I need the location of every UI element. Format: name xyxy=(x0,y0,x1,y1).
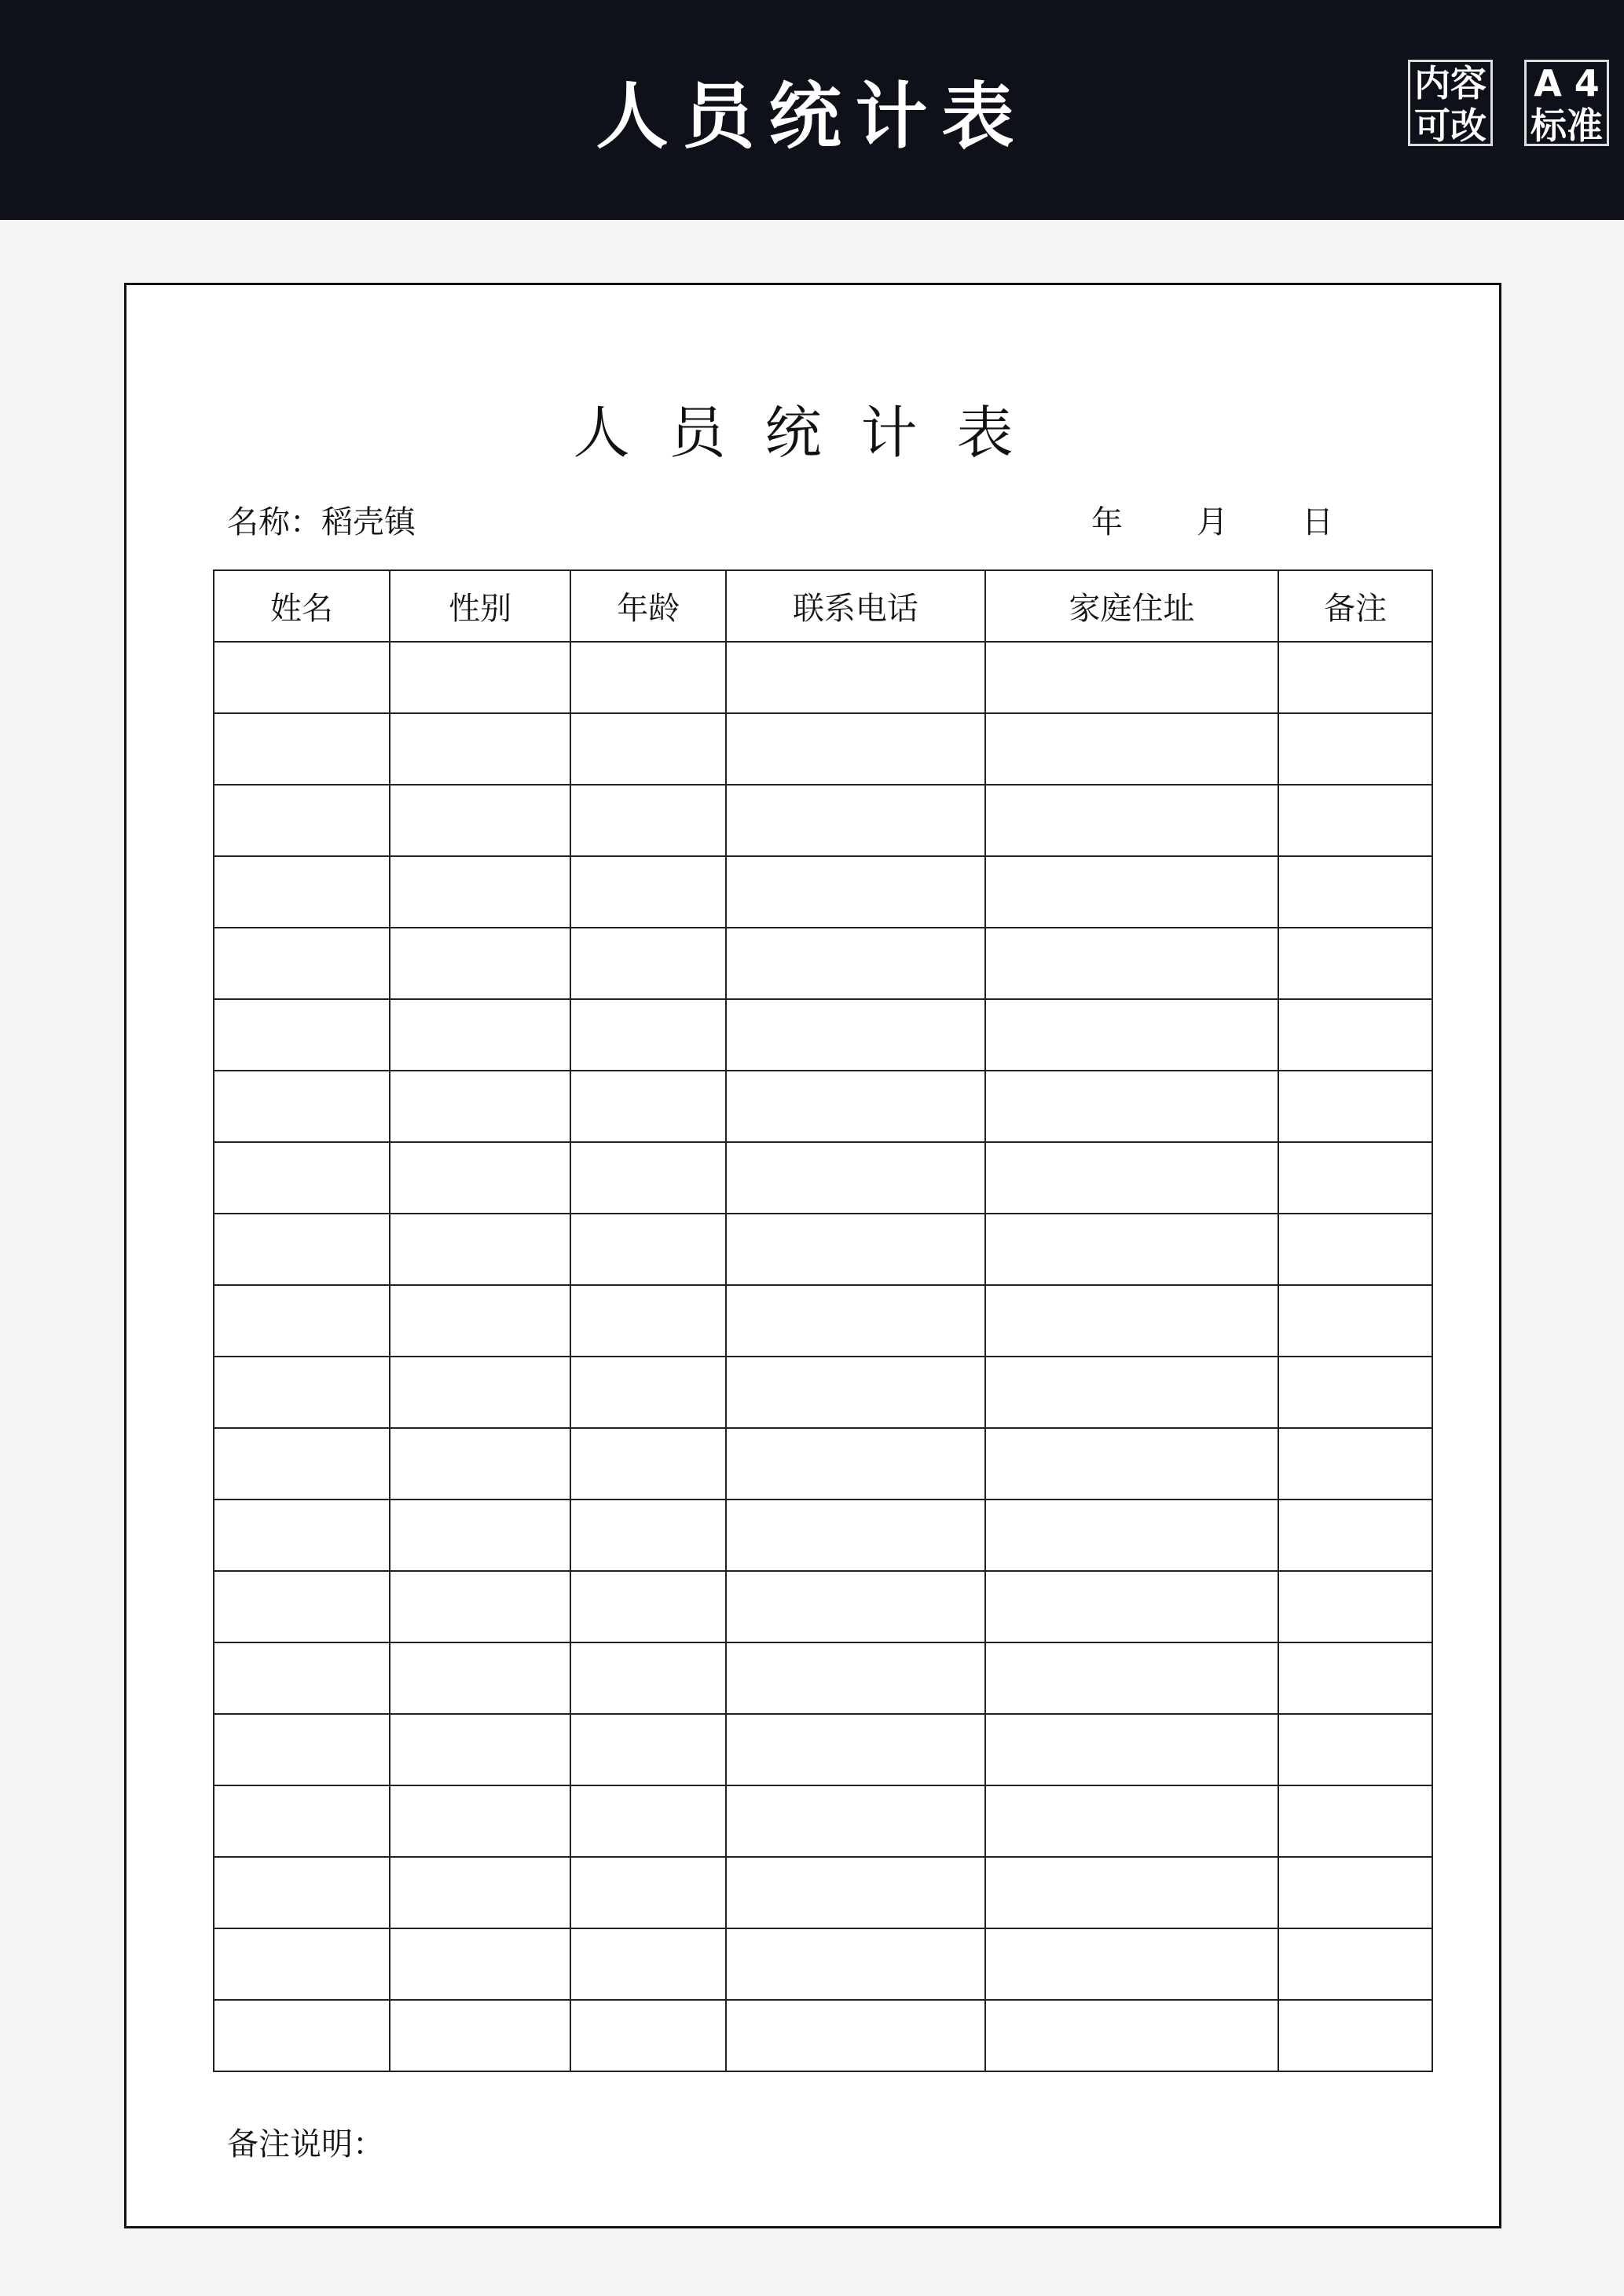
table-cell[interactable] xyxy=(1278,1071,1432,1142)
table-cell[interactable] xyxy=(985,1071,1278,1142)
table-cell[interactable] xyxy=(390,2000,571,2071)
table-cell[interactable] xyxy=(985,999,1278,1071)
table-cell[interactable] xyxy=(985,713,1278,785)
table-cell[interactable] xyxy=(214,1357,390,1428)
table-cell[interactable] xyxy=(570,2000,726,2071)
table-cell[interactable] xyxy=(726,999,985,1071)
table-cell[interactable] xyxy=(726,1714,985,1785)
table-cell[interactable] xyxy=(570,1714,726,1785)
table-row xyxy=(214,1428,1432,1500)
table-cell[interactable] xyxy=(214,856,390,928)
table-cell[interactable] xyxy=(390,1785,571,1857)
table-row xyxy=(214,1571,1432,1642)
column-header: 家庭住址 xyxy=(985,570,1278,642)
column-header: 备注 xyxy=(1278,570,1432,642)
table-row xyxy=(214,1285,1432,1357)
badge-line: 可改 xyxy=(1414,104,1487,147)
table-row xyxy=(214,1500,1432,1571)
a4-badge xyxy=(1524,60,1609,146)
table-cell[interactable] xyxy=(214,1142,390,1214)
table-cell[interactable] xyxy=(570,642,726,713)
table-cell[interactable] xyxy=(1278,1785,1432,1857)
table-cell[interactable] xyxy=(726,785,985,856)
table-cell[interactable] xyxy=(1278,856,1432,928)
table-cell[interactable] xyxy=(985,1285,1278,1357)
table-cell[interactable] xyxy=(390,1714,571,1785)
table-row xyxy=(214,1928,1432,2000)
table-cell[interactable] xyxy=(985,1642,1278,1714)
table-cell[interactable] xyxy=(214,1642,390,1714)
column-header: 性别 xyxy=(390,570,571,642)
table-cell[interactable] xyxy=(1278,2000,1432,2071)
table-cell[interactable] xyxy=(214,785,390,856)
column-header: 姓名 xyxy=(214,570,390,642)
table-row xyxy=(214,1357,1432,1428)
table-cell[interactable] xyxy=(1278,1714,1432,1785)
table-row xyxy=(214,999,1432,1071)
table-cell[interactable] xyxy=(390,713,571,785)
table-cell[interactable] xyxy=(390,1428,571,1500)
table-cell[interactable] xyxy=(214,1714,390,1785)
table-cell[interactable] xyxy=(570,856,726,928)
table-cell[interactable] xyxy=(985,928,1278,999)
table-cell[interactable] xyxy=(570,1428,726,1500)
table-cell[interactable] xyxy=(570,1642,726,1714)
document-title: 人员统计表 xyxy=(573,400,1053,466)
table-cell[interactable] xyxy=(214,713,390,785)
table-cell[interactable] xyxy=(214,1785,390,1857)
table-cell[interactable] xyxy=(1278,1571,1432,1642)
table-cell[interactable] xyxy=(214,642,390,713)
table-cell[interactable] xyxy=(1278,642,1432,713)
table-row xyxy=(214,1142,1432,1214)
document-page xyxy=(124,283,1501,2228)
table-row xyxy=(214,785,1432,856)
table-cell[interactable] xyxy=(570,1357,726,1428)
table-cell[interactable] xyxy=(985,2000,1278,2071)
table-cell[interactable] xyxy=(214,1500,390,1571)
table-row xyxy=(214,928,1432,999)
table-cell[interactable] xyxy=(985,1571,1278,1642)
table-cell[interactable] xyxy=(985,1500,1278,1571)
table-cell[interactable] xyxy=(726,713,985,785)
date-day: 日 xyxy=(1302,504,1333,540)
table-cell[interactable] xyxy=(1278,1357,1432,1428)
table-cell[interactable] xyxy=(570,999,726,1071)
table-row xyxy=(214,713,1432,785)
table-cell[interactable] xyxy=(1278,1285,1432,1357)
table-cell[interactable] xyxy=(1278,1642,1432,1714)
table-row xyxy=(214,1714,1432,1785)
table-cell[interactable] xyxy=(390,1642,571,1714)
table-cell[interactable] xyxy=(1278,999,1432,1071)
table-cell[interactable] xyxy=(726,928,985,999)
table-cell[interactable] xyxy=(726,1785,985,1857)
table-cell[interactable] xyxy=(214,1857,390,1928)
table-cell[interactable] xyxy=(570,1142,726,1214)
table-cell[interactable] xyxy=(1278,1500,1432,1571)
banner-title: 人员统计表 xyxy=(596,75,1028,159)
table-cell[interactable] xyxy=(985,1214,1278,1285)
table-cell[interactable] xyxy=(985,1714,1278,1785)
table-cell[interactable] xyxy=(726,1571,985,1642)
table-cell[interactable] xyxy=(570,1214,726,1285)
table-row xyxy=(214,1785,1432,1857)
table-cell[interactable] xyxy=(570,785,726,856)
table-cell[interactable] xyxy=(390,1500,571,1571)
table-row xyxy=(214,1071,1432,1142)
table-cell[interactable] xyxy=(390,642,571,713)
table-cell[interactable] xyxy=(390,1357,571,1428)
table-row xyxy=(214,1642,1432,1714)
table-cell[interactable] xyxy=(570,1071,726,1142)
table-cell[interactable] xyxy=(570,1571,726,1642)
table-cell[interactable] xyxy=(390,1571,571,1642)
table-cell[interactable] xyxy=(726,1857,985,1928)
table-cell[interactable] xyxy=(985,1357,1278,1428)
table-cell[interactable] xyxy=(570,928,726,999)
badge-line: A 4 xyxy=(1534,62,1600,104)
table-cell[interactable] xyxy=(390,785,571,856)
table-cell[interactable] xyxy=(214,1285,390,1357)
table-cell[interactable] xyxy=(726,1642,985,1714)
table-cell[interactable] xyxy=(214,2000,390,2071)
table-cell[interactable] xyxy=(985,1142,1278,1214)
table-cell[interactable] xyxy=(390,1214,571,1285)
table-cell[interactable] xyxy=(726,856,985,928)
table-cell[interactable] xyxy=(390,1928,571,2000)
table-cell[interactable] xyxy=(390,999,571,1071)
table-cell[interactable] xyxy=(726,1357,985,1428)
name-label: 名称：稻壳镇 xyxy=(227,504,416,540)
table-cell[interactable] xyxy=(1278,785,1432,856)
column-header: 年龄 xyxy=(570,570,726,642)
table-cell[interactable] xyxy=(214,1214,390,1285)
table-cell[interactable] xyxy=(726,2000,985,2071)
table-cell[interactable] xyxy=(726,1285,985,1357)
badge-line: 标准 xyxy=(1531,104,1603,147)
table-cell[interactable] xyxy=(390,1142,571,1214)
table-cell[interactable] xyxy=(214,1571,390,1642)
column-header: 联系电话 xyxy=(726,570,985,642)
table-cell[interactable] xyxy=(214,1928,390,2000)
table-cell[interactable] xyxy=(985,1928,1278,2000)
editable-badge xyxy=(1408,60,1493,146)
table-cell[interactable] xyxy=(1278,1928,1432,2000)
table-cell[interactable] xyxy=(570,1928,726,2000)
table-cell[interactable] xyxy=(726,1071,985,1142)
table-row xyxy=(214,642,1432,713)
table-cell[interactable] xyxy=(726,642,985,713)
table-cell[interactable] xyxy=(1278,1428,1432,1500)
table-cell[interactable] xyxy=(726,1928,985,2000)
badge-line: 内容 xyxy=(1414,62,1487,104)
table-cell[interactable] xyxy=(214,928,390,999)
table-cell[interactable] xyxy=(390,1857,571,1928)
table-cell[interactable] xyxy=(985,785,1278,856)
table-cell[interactable] xyxy=(1278,1142,1432,1214)
table-cell[interactable] xyxy=(1278,1857,1432,1928)
table-row xyxy=(214,1857,1432,1928)
table-row xyxy=(214,1214,1432,1285)
table-cell[interactable] xyxy=(570,713,726,785)
table-cell[interactable] xyxy=(570,1285,726,1357)
table-cell[interactable] xyxy=(214,1428,390,1500)
table-row xyxy=(214,2000,1432,2071)
date-year: 年 xyxy=(1091,504,1123,540)
table-cell[interactable] xyxy=(390,1071,571,1142)
table-cell[interactable] xyxy=(726,1500,985,1571)
top-banner xyxy=(0,0,1624,220)
note-label: 备注说明： xyxy=(227,2126,384,2162)
table-cell[interactable] xyxy=(985,1785,1278,1857)
table-cell[interactable] xyxy=(726,1214,985,1285)
table-header-row xyxy=(214,570,1432,642)
table-cell[interactable] xyxy=(985,1857,1278,1928)
table-cell[interactable] xyxy=(985,1428,1278,1500)
table-row xyxy=(214,856,1432,928)
table-cell[interactable] xyxy=(985,642,1278,713)
table-cell[interactable] xyxy=(570,1500,726,1571)
table-cell[interactable] xyxy=(214,1071,390,1142)
table-cell[interactable] xyxy=(1278,713,1432,785)
table-cell[interactable] xyxy=(570,1857,726,1928)
table-cell[interactable] xyxy=(570,1785,726,1857)
stats-table xyxy=(213,569,1433,2072)
table-cell[interactable] xyxy=(390,1285,571,1357)
table-cell[interactable] xyxy=(390,856,571,928)
table-cell[interactable] xyxy=(985,856,1278,928)
date-month: 月 xyxy=(1197,504,1228,540)
table-cell[interactable] xyxy=(1278,928,1432,999)
table-cell[interactable] xyxy=(726,1428,985,1500)
table-cell[interactable] xyxy=(1278,1214,1432,1285)
table-cell[interactable] xyxy=(390,928,571,999)
table-cell[interactable] xyxy=(726,1142,985,1214)
table-cell[interactable] xyxy=(214,999,390,1071)
